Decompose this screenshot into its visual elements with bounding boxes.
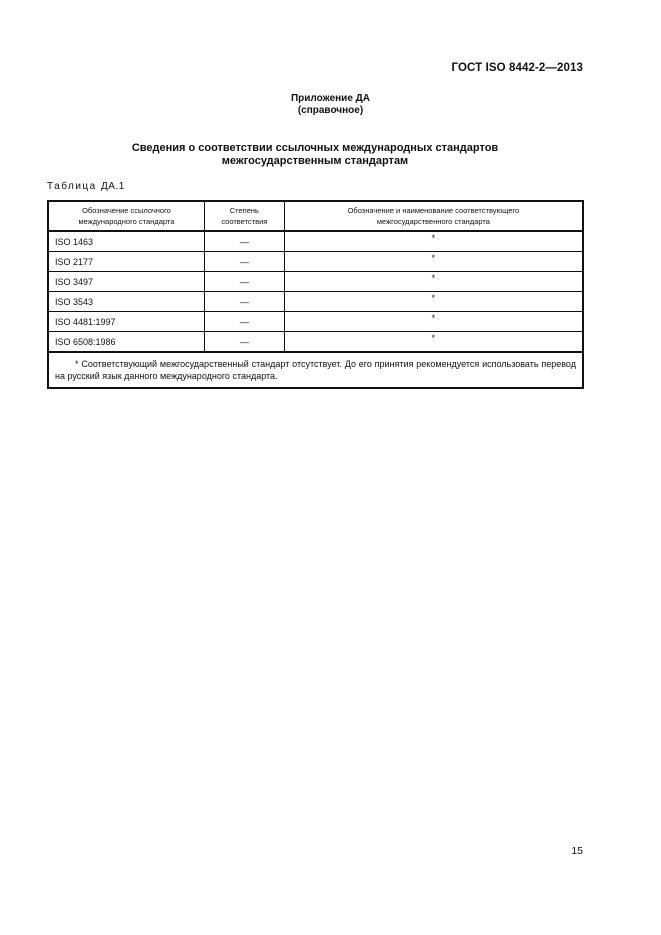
cell-interstate: * <box>284 231 583 252</box>
annex-kind: (справочное) <box>297 105 364 116</box>
cell-interstate: * <box>284 332 583 353</box>
table-footnote <box>48 352 583 388</box>
table-caption-prefix: Таблица <box>47 181 97 192</box>
document-code: ГОСТ ISO 8442-2—2013 <box>451 62 583 74</box>
table-row <box>48 332 583 353</box>
table-row <box>48 231 583 252</box>
table-footnote-row <box>48 352 583 388</box>
table-caption-number: ДА.1 <box>101 181 125 192</box>
annex-title: Приложение ДА <box>290 93 371 104</box>
column-header-reference-standard: Обозначение ссылочного международного стандарта <box>48 201 204 231</box>
cell-degree: — <box>204 231 284 252</box>
column-header-interstate-standard: Обозначение и наименование соответствующего межгосударственного стандарта <box>284 201 583 231</box>
section-heading-line-2: межгосударственным стандартам <box>221 155 409 167</box>
table-header-row <box>48 201 583 231</box>
table-row <box>48 312 583 332</box>
table-row <box>48 252 583 272</box>
table-caption <box>47 181 125 192</box>
page-number: 15 <box>571 845 583 857</box>
section-heading-line-1: Сведения о соответствии ссылочных международных стандартов <box>131 142 499 154</box>
cell-standard: ISO 2177 <box>48 252 204 272</box>
cell-standard: ISO 1463 <box>48 231 204 252</box>
cell-degree: — <box>204 252 284 272</box>
table-row <box>48 272 583 292</box>
column-header-degree: Степень соответствия <box>204 201 284 231</box>
cell-standard: ISO 3543 <box>48 292 204 312</box>
cell-standard: ISO 6508:1986 <box>48 332 204 353</box>
cell-interstate: * <box>284 252 583 272</box>
footnote-text: * Соответствующий межгосударственный стандарт отсутствует. До его принятия рекомендуется использовать перевод на русский язык данного международного стандарта. <box>55 359 576 381</box>
cell-standard: ISO 3497 <box>48 272 204 292</box>
cell-degree: — <box>204 292 284 312</box>
cell-degree: — <box>204 272 284 292</box>
cell-interstate: * <box>284 292 583 312</box>
cell-degree: — <box>204 332 284 353</box>
cell-standard: ISO 4481:1997 <box>48 312 204 332</box>
cell-interstate: * <box>284 312 583 332</box>
cell-degree: — <box>204 312 284 332</box>
reference-standards-table <box>47 200 584 389</box>
cell-interstate: * <box>284 272 583 292</box>
table-row <box>48 292 583 312</box>
